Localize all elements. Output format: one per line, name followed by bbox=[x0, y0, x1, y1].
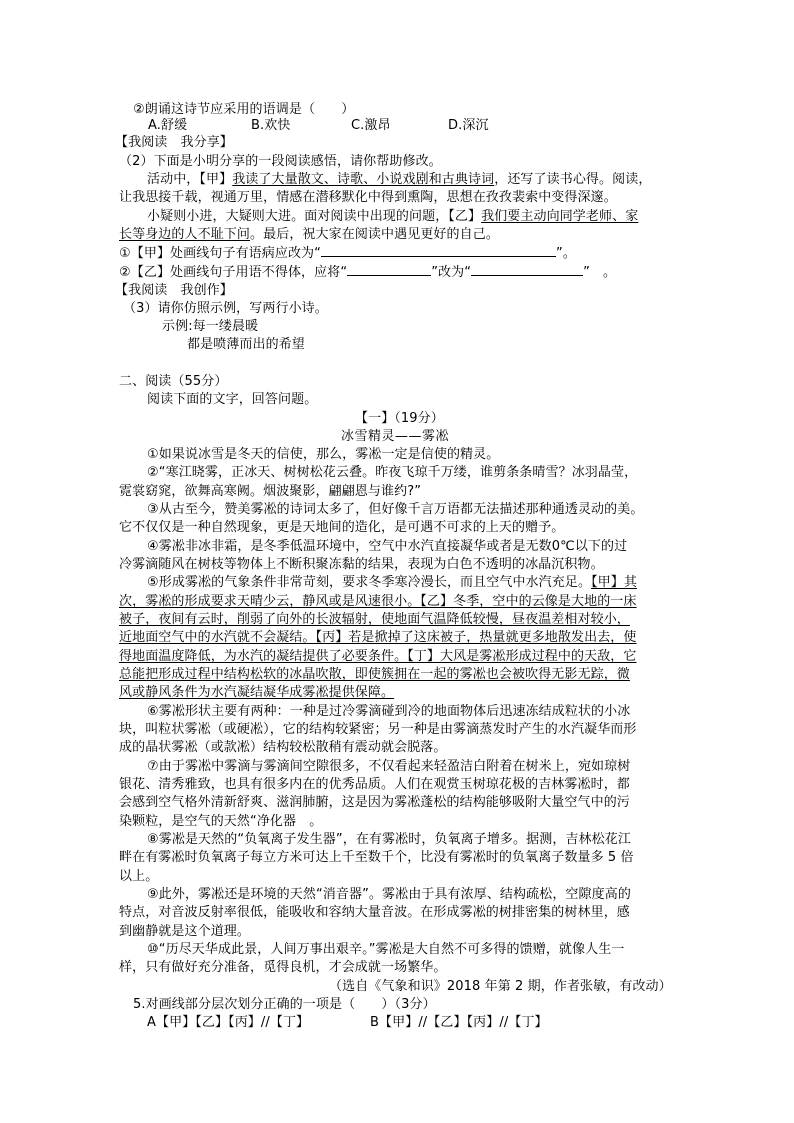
para5-line1-underlined: 【甲】其 bbox=[591, 575, 637, 590]
reading-section-heading: 二、阅读（55分） bbox=[119, 374, 228, 389]
share-task: （2）下面是小明分享的一段阅读感悟，请你帮助修改。 bbox=[119, 154, 442, 169]
para7-line2: 银花、清秀雅致，也具有很多内在的优秀品质。人们在观赏玉树琼花极的吉林雾凇时，都 bbox=[119, 777, 630, 792]
fix2-blank-original[interactable] bbox=[347, 263, 431, 276]
para6-line2: 块，叫粒状雾凇（或硬凇），它的结构较紧密；另一种是由雾滴蒸发时产生的水汽凝华而形 bbox=[119, 722, 637, 737]
create-example-line2: 都是喷薄而出的希望 bbox=[187, 337, 305, 352]
para6-line1: ⑥雾凇形状主要有两种：一种是过冷雾滴碰到冷的地面物体后迅速冻结成粒状的小冰 bbox=[147, 704, 631, 719]
para7-line4: 染颗粒，是空气的天然“净化器 。 bbox=[119, 814, 323, 829]
para5-line3: 被子，夜间有云时，削弱了向外的长波辐射，使地面气温降低较慢，昼夜温差相对较小， bbox=[119, 612, 630, 627]
share-paragraph2-line2 bbox=[119, 226, 499, 243]
para2-line2: 霓裳窈窕，欲舞高寒阙。烟波聚影，翩翩恩与谁约?” bbox=[119, 484, 422, 499]
fix2-blank-replacement[interactable] bbox=[471, 263, 583, 276]
para3-line1: ③从古至今，赞美雾凇的诗词太多了，但好像千言万语都无法描述那种通透灵动的美。 bbox=[147, 502, 644, 517]
para10-line1: ⑩“历尽天华成此景，人间万事出艰辛。”雾凇是大自然不可多得的馈赠，就像人生一 bbox=[147, 942, 625, 957]
para1: ①如果说冰雪是冬天的信使，那么，雾凇一定是信使的精灵。 bbox=[147, 447, 500, 462]
para3-line2: 它不仅仅是一种自然现象，更是天地间的造化，是可遇不可求的上天的赠予。 bbox=[119, 520, 565, 535]
share-paragraph1-line2: 让我思接千载，视通万里，情感在潜移默化中得到熏陶，思想在孜孜裴索中变得深邃。 bbox=[119, 190, 617, 205]
share-p1-post: ，还写了读书心得。阅读， bbox=[494, 172, 652, 187]
create-example-line1: 示例:每一缕晨暖 bbox=[162, 319, 259, 334]
q2-prompt: ②朗诵这诗节应采用的语调是（ ） bbox=[133, 102, 355, 117]
reading-instruction: 阅读下面的文字，回答问题。 bbox=[147, 392, 318, 407]
create-heading: 【我阅读 我创作】 bbox=[115, 283, 233, 298]
fix1-post: ”。 bbox=[556, 246, 576, 261]
fix2-pre: ②【乙】处画线句子用语不得体，应将“ bbox=[119, 265, 348, 280]
para6-line3: 成的晶状雾凇（或款凇）结构较松散稍有震动就会脱落。 bbox=[119, 740, 447, 755]
article-source: （选自《气象和识》2018 年第 2 期，作者张敏，有改动） bbox=[329, 979, 672, 994]
para5-line2: 次，雾凇的形成要求天晴少云，静风或是风速很小。【乙】冬季，空中的云像是大地的一床 bbox=[119, 594, 637, 609]
q2-option-a: A.舒缓 bbox=[148, 118, 188, 133]
share-p2-underlined-a: 我们要主动向同学老师、家 bbox=[481, 209, 639, 224]
para7-line1: ⑦由于雾凇中雾滴与雾滴间空隙很多，不仅看起来轻盈洁白附着在树米上，宛如琼树 bbox=[147, 759, 631, 774]
share-p1-underlined: 我读了大量散文、诗歌、小说戏剧和古典诗词 bbox=[232, 172, 495, 187]
para7-line3: 会感到空气格外清新舒爽、滋润肺腑，这是因为雾凇蓬松的结构能够吸附大量空气中的污 bbox=[119, 795, 630, 810]
q2-option-c: C.激昂 bbox=[351, 118, 391, 133]
create-task: （3）请你仿照示例，写两行小诗。 bbox=[123, 301, 328, 316]
para5-line4: 近地面空气中的水汽就不会凝结。【丙】若是掀掉了这床被子，热量就更多地散发出去，使 bbox=[119, 630, 637, 645]
para8-line1: ⑧雾凇是天然的“负氧离子发生器”，在有雾凇时，负氧离子增多。据测，吉林松花江 bbox=[147, 832, 631, 847]
para10-line2: 样，只有做好充分准备，觅得良机，才会成就一场繁华。 bbox=[119, 960, 447, 975]
share-paragraph2-line1 bbox=[147, 208, 638, 225]
para4-line1: ④雾凇非冰非霜，是冬季低温环境中，空气中水汽直接凝华或者是无数0℃以下的过 bbox=[147, 539, 628, 554]
para9-line2: 特点，对音波反射率很低，能吸收和容纳大量音波。在形成雾凇的树排密集的树林里，感 bbox=[119, 905, 630, 920]
article-title: 冰雪精灵——雾凇 bbox=[341, 429, 450, 444]
q5-prompt: 5.对画线部分层次划分正确的一项是（ ）（3分） bbox=[133, 997, 436, 1012]
share-heading: 【我阅读 我分享】 bbox=[115, 135, 233, 150]
q5-option-b: B【甲】//【乙】【丙】//【丁】 bbox=[370, 1015, 548, 1030]
para4-line2: 冷雾滴随风在树枝等物体上不断积聚冻黏的结果，表现为白色不透明的冰晶沉积物。 bbox=[119, 557, 604, 572]
fix2-line bbox=[119, 263, 616, 281]
para8-line2: 畔在有雾凇时负氧离子每立方米可达上千至数千个，比没有雾凇时的负氧离子数量多 5 倍 bbox=[119, 850, 634, 865]
para9-line3: 到幽静就是这个道理。 bbox=[119, 924, 251, 939]
fix1-answer-blank[interactable] bbox=[321, 244, 556, 257]
q2-option-b: B.欢快 bbox=[251, 118, 291, 133]
share-paragraph1-line1 bbox=[147, 171, 651, 188]
q5-option-a: A【甲】【乙】【丙】//【丁】 bbox=[147, 1015, 310, 1030]
fix1-line bbox=[119, 244, 576, 262]
share-p2-post: 。最后，祝大家在阅读中遇见更好的自己。 bbox=[250, 227, 499, 242]
fix2-mid: ”改为“ bbox=[431, 265, 472, 280]
para2-line1: ②“寒江晓雾，正冰天、树树松花云叠。昨夜飞琼千万缕，谁剪条条晴雪？冰羽晶莹， bbox=[147, 465, 638, 480]
para5-line1 bbox=[147, 574, 637, 591]
q2-option-d: D.深沉 bbox=[448, 118, 489, 133]
para5-line5: 得地面温度降低，为水汽的凝结提供了必要条件。【丁】大风是雾凇形成过程中的天敌，它 bbox=[119, 649, 637, 664]
para5-line7: 风或静风条件为水汽凝结凝华成雾凇提供保障。 bbox=[119, 685, 395, 700]
para5-line1-plain: ⑤形成雾凇的气象条件非常苛刻，要求冬季寒冷漫长，而且空气中水汽充足。 bbox=[147, 575, 592, 590]
share-p2-underlined-b: 长等身边的人不耻下问 bbox=[119, 227, 251, 242]
para5-line6: 总能把形成过程中结构松软的冰晶吹散，即使簇拥在一起的雾凇也会被吹得无影无踪，微 bbox=[119, 667, 630, 682]
reading-part-label: 【一】（19分） bbox=[355, 411, 444, 426]
para8-line3: 以上。 bbox=[119, 869, 159, 884]
fix1-pre: ①【甲】处画线句子有语病应改为“ bbox=[119, 246, 321, 261]
para9-line1: ⑨此外，雾凇还是环境的天然“消音器”。雾凇由于具有浓厚、结构疏松，空隙度高的 bbox=[147, 887, 631, 902]
share-p1-pre: 活动中，【甲】 bbox=[147, 172, 233, 187]
share-p2-pre: 小疑则小进，大疑则大进。面对阅读中出现的问题，【乙】 bbox=[147, 209, 482, 224]
fix2-post: ” 。 bbox=[583, 265, 617, 280]
